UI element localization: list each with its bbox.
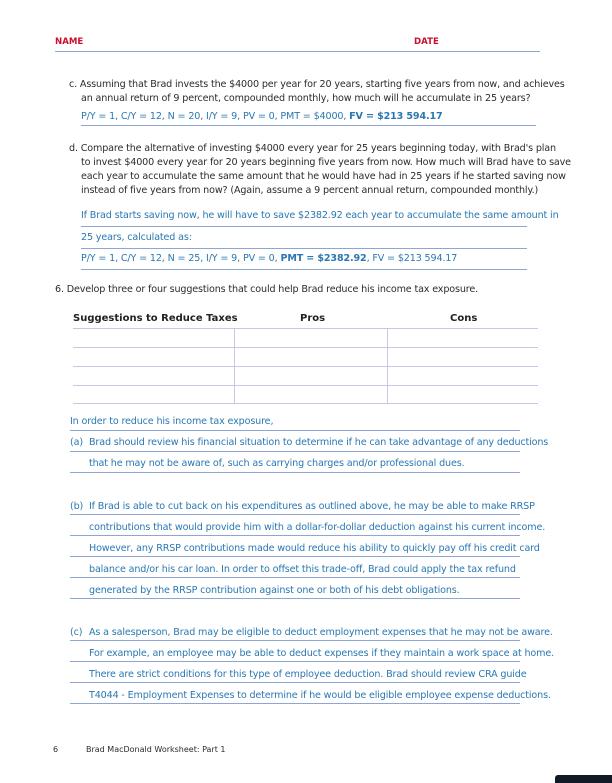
calc-pmt: PMT = $2382.92 bbox=[280, 253, 367, 264]
calc-text: , FV = $213 594.17 bbox=[366, 253, 458, 264]
table-header-suggestions: Suggestions to Reduce Taxes bbox=[73, 313, 238, 324]
question-d-line: to invest $4000 every year for 20 years beginning five years from now. How much will Brad have to save bbox=[81, 157, 571, 168]
answer-intro: In order to reduce his income tax exposure, bbox=[70, 416, 274, 427]
answer-rule bbox=[81, 125, 536, 126]
answer-rule bbox=[70, 598, 520, 599]
question-c-line: an annual return of 9 percent, compounded monthly, how much will he accumulate in 25 years? bbox=[81, 93, 531, 104]
table-rule bbox=[73, 328, 538, 329]
answer-fv: FV = $213 594.17 bbox=[349, 111, 443, 122]
answer-b-line: contributions that would provide him with a dollar-for-dollar deduction against his current income. bbox=[89, 522, 546, 533]
answer-b-line: generated by the RRSP contribution against one or both of his debt obligations. bbox=[89, 585, 460, 596]
question-d-line: d. Compare the alternative of investing $4000 every year for 25 years beginning today, with Brad's plan bbox=[69, 143, 556, 154]
answer-a-line: Brad should review his financial situation to determine if he can take advantage of any deductions bbox=[89, 437, 549, 448]
question-d-answer: If Brad starts saving now, he will have to save $2382.92 each year to accumulate the same amount in bbox=[81, 210, 559, 221]
table-divider bbox=[234, 328, 235, 403]
answer-rule bbox=[70, 514, 520, 515]
name-label: NAME bbox=[55, 37, 84, 47]
answer-rule bbox=[70, 661, 520, 662]
question-d-answer: 25 years, calculated as: bbox=[81, 232, 192, 243]
answer-c-line: As a salesperson, Brad may be eligible to deduct employment expenses that he may not be aware. bbox=[89, 627, 553, 638]
answer-c-line: For example, an employee may be able to deduct expenses if they maintain a work space at home. bbox=[89, 648, 554, 659]
table-header-cons: Cons bbox=[450, 313, 478, 324]
table-header-pros: Pros bbox=[300, 313, 326, 324]
table-rule bbox=[73, 403, 538, 404]
answer-rule bbox=[70, 556, 520, 557]
date-label: DATE bbox=[414, 37, 439, 47]
answer-b-line: balance and/or his car loan. In order to offset this trade-off, Brad could apply the tax refund bbox=[89, 564, 516, 575]
question-d-line: each year to accumulate the same amount that he would have had in 25 years if he started saving now bbox=[81, 171, 566, 182]
answer-rule bbox=[70, 472, 520, 473]
question-c-line: c. Assuming that Brad invests the $4000 per year for 20 years, starting five years from now, and achieves bbox=[69, 79, 565, 90]
answer-rule bbox=[81, 248, 527, 249]
answer-b-line: However, any RRSP contributions made would reduce his ability to quickly pay off his credit card bbox=[89, 543, 540, 554]
answer-a-line: that he may not be aware of, such as carrying charges and/or professional dues. bbox=[89, 458, 465, 469]
answer-rule bbox=[70, 430, 520, 431]
answer-b-line: If Brad is able to cut back on his expenditures as outlined above, he may be able to make RRSP bbox=[89, 501, 535, 512]
header-rule bbox=[55, 51, 540, 52]
table-rule bbox=[73, 366, 538, 367]
answer-rule bbox=[70, 535, 520, 536]
answer-a-label: (a) bbox=[70, 437, 83, 448]
question-c-answer bbox=[81, 111, 443, 122]
footer-title: Brad MacDonald Worksheet: Part 1 bbox=[86, 745, 226, 754]
table-rule bbox=[73, 347, 538, 348]
answer-rule bbox=[81, 226, 527, 227]
answer-text: P/Y = 1, C/Y = 12, N = 20, I/Y = 9, PV = 0, PMT = $4000, bbox=[81, 111, 350, 122]
corner-overlay bbox=[555, 775, 612, 783]
table-rule bbox=[73, 385, 538, 386]
answer-rule bbox=[70, 640, 520, 641]
answer-rule bbox=[70, 703, 520, 704]
answer-c-line: There are strict conditions for this type of employee deduction. Brad should review CRA guide bbox=[89, 669, 527, 680]
answer-c-label: (c) bbox=[70, 627, 83, 638]
answer-rule bbox=[70, 577, 520, 578]
answer-b-label: (b) bbox=[70, 501, 84, 512]
page-number: 6 bbox=[53, 745, 59, 754]
question-6: 6. Develop three or four suggestions that could help Brad reduce his income tax exposure. bbox=[55, 284, 479, 295]
answer-rule bbox=[70, 682, 520, 683]
answer-rule bbox=[70, 451, 520, 452]
table-divider bbox=[387, 328, 388, 403]
calc-text: P/Y = 1, C/Y = 12, N = 25, I/Y = 9, PV = 0, bbox=[81, 253, 281, 264]
answer-rule bbox=[81, 269, 527, 270]
question-d-line: instead of five years from now? (Again, assume a 9 percent annual return, compounded monthly.) bbox=[81, 185, 539, 196]
answer-c-line: T4044 - Employment Expenses to determine if he would be eligible employee expense deductions. bbox=[89, 690, 551, 701]
question-d-calc bbox=[81, 253, 457, 264]
